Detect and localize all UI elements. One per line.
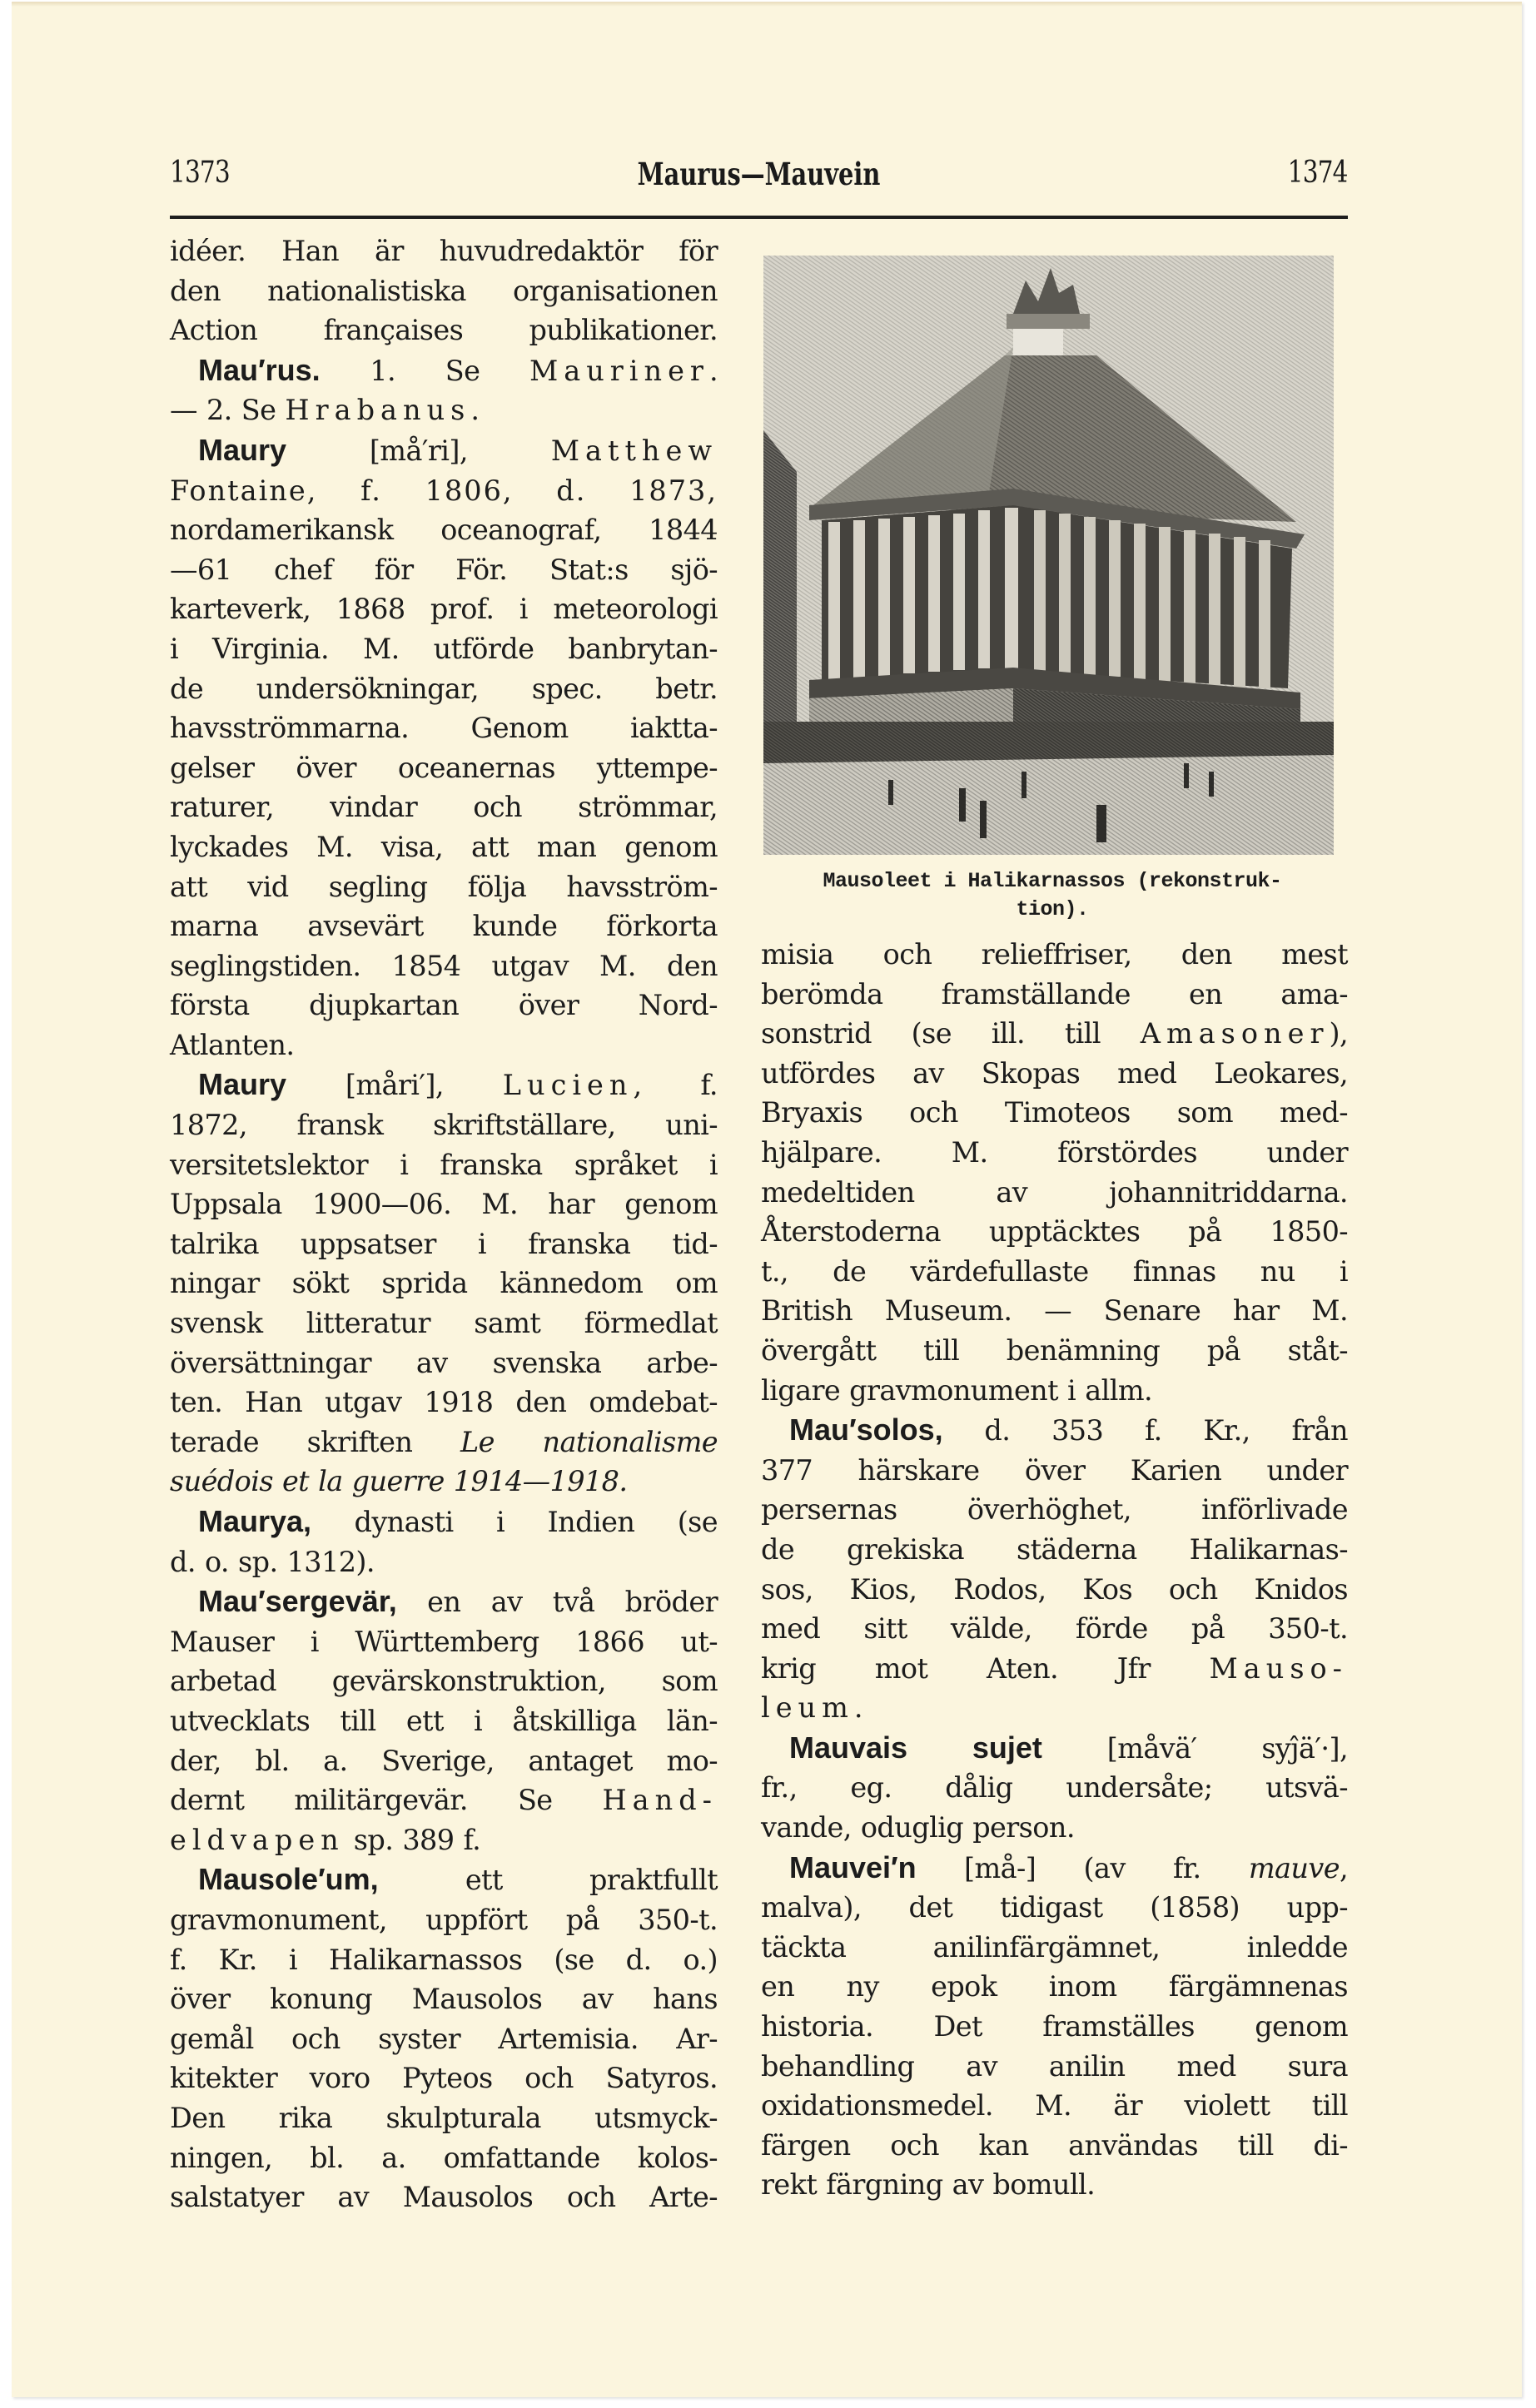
text-line: vande, oduglig person. [761,1811,1075,1844]
entry-headword: Mauvais sujet [789,1730,1042,1765]
text-line: övergått till benämning på ståt- [761,1333,1348,1367]
text-line: Fontaine, f. 1806, d. 1873, [170,474,718,507]
entry-headword: Mau′solos, [789,1413,943,1447]
text-line: raturer, vindar och strömmar, [170,791,718,824]
text-line: med sitt välde, förde på 350-t. [761,1612,1348,1646]
text-line: gemål och syster Artemisia. Ar- [170,2022,718,2055]
encyclopedia-page [12,2,1522,2397]
entry-mausergevar: Mau′sergevär, en av två bröder [198,1584,718,1619]
text-line: persernas överhöghet, införlivade [761,1493,1348,1527]
text-line: att vid segling följa havsström- [170,870,718,903]
text-line: talrika uppsatser i franska tid- [170,1227,718,1260]
text-line: gelser över oceanernas yttempe- [170,751,718,784]
entry-headword: Mau′sergevär, [198,1584,397,1619]
text-line: dernt militärgevär. Se Hand- [170,1784,718,1817]
cross-reference[interactable]: Amasoner [1140,1017,1330,1050]
text-line: berömda framställande en ama- [761,977,1348,1010]
text-line: versitetslektor i franska språket i [170,1148,718,1181]
text-line: Den rika skulpturala utsmyck- [170,2101,718,2134]
figure-caption: Mausoleet i Halikarnassos (rekonstruk- tion). [823,869,1282,921]
text-line: ningen, bl. a. omfattande kolos- [170,2141,718,2174]
text-line: över konung Mausolos av hans [170,1983,718,2016]
entry-maurus: Mau′rus. 1. Se Mauriner. [198,352,718,387]
cross-reference[interactable]: eldvapen [170,1823,345,1856]
text-line: British Museum. — Senare har M. [761,1294,1348,1328]
text-line: oxidationsmedel. M. är violett till [761,2089,1348,2123]
text-line: nordamerikansk oceanograf, 1844 [170,514,718,547]
text-line: Action françaises publikationer. [170,314,718,347]
text-line: medeltiden av johannitriddarna. [761,1175,1348,1209]
text-line: salstatyer av Mausolos och Arte- [170,2181,718,2214]
entry-headword: Maury [198,432,287,467]
cross-reference[interactable]: Hrabanus [285,394,471,427]
text-line: i Virginia. M. utförde banbrytan- [170,632,718,665]
text-line: t., de värdefullaste finnas nu i [761,1254,1348,1288]
text-line: en ny epok inom färgämnenas [761,1970,1348,2003]
page-header [170,156,1348,197]
text-line: sos, Kios, Rodos, Kos och Knidos [761,1572,1348,1606]
text-line: der, bl. a. Sverige, antaget mo- [170,1744,718,1777]
text-line: ten. Han utgav 1918 den omdebat- [170,1386,718,1419]
entry-maury-lucien: Maury [måri′], Lucien, f. [198,1067,718,1102]
text-line: krig mot Aten. Jfr Mauso- [761,1651,1348,1685]
mausoleum-icon [763,256,1334,855]
text-line: Atlanten. [170,1028,295,1061]
text-line: färgen och kan användas till di- [761,2128,1348,2162]
cross-reference[interactable]: Hand- [602,1784,718,1817]
text-line: 1872, fransk skriftställare, uni- [170,1109,718,1142]
text-line: den nationalistiska organisationen [170,274,718,307]
text-line: sonstrid (se ill. till Amasoner), [761,1017,1348,1050]
text-line: lyckades M. visa, att man genom [170,830,718,863]
text-line: marna avsevärt kunde förkorta [170,910,718,943]
text-line: arbetad gevärskonstruktion, som [170,1665,718,1698]
entry-headword: Mauvei′n [789,1849,917,1884]
text-line: hjälpare. M. förstördes under [761,1135,1348,1169]
text-line: seglingstiden. 1854 utgav M. den [170,949,718,982]
text-line: behandling av anilin med sura [761,2049,1348,2083]
cross-reference[interactable]: Mauso- [1209,1651,1348,1685]
text-line: —61 chef för För. Stat:s sjö- [170,553,718,586]
text-line: leum. [761,1691,862,1725]
text-line: eldvapen sp. 389 f. [170,1823,481,1856]
text-line: de grekiska städerna Halikarnas- [761,1532,1348,1566]
entry-maury-matthew: Maury [må′ri], Matthew [198,432,718,467]
entry-headword: Maury [198,1067,287,1102]
text-line: rekt färgning av bomull. [761,2168,1096,2202]
cross-reference[interactable]: Mauriner [529,354,709,387]
text-line: ningar sökt sprida kännedom om [170,1267,718,1300]
entry-maurya: Maurya, dynasti i Indien (se [198,1504,718,1538]
text-line: Bryaxis och Timoteos som med- [761,1096,1348,1130]
entry-headword: Mau′rus. [198,352,321,387]
text-line: Mauser i Württemberg 1866 ut- [170,1625,718,1658]
entry-headword: Mausole′um, [198,1862,379,1897]
text-line: idéer. Han är huvudredaktör för [170,235,718,267]
work-title: suédois et la guerre 1914—1918. [170,1465,628,1498]
entry-mausolos: Mau′solos, d. 353 f. Kr., från [789,1413,1348,1447]
entry-mauvais-sujet: Mauvais sujet [måvä′ syĵä′·], [789,1730,1348,1765]
entry-headword: Maurya, [198,1504,312,1538]
running-title: Maurus—Mauvein [637,156,881,192]
left-column [170,231,718,2217]
text-line: d. o. sp. 1312). [170,1545,375,1578]
entry-mausoleum: Mausole′um, ett praktfullt [198,1862,718,1897]
text-line: översättningar av svenska arbe- [170,1346,718,1379]
text-line: malva), det tidigast (1858) upp- [761,1891,1348,1924]
text-line: utfördes av Skopas med Leokares, [761,1056,1348,1090]
text-line: fr., eg. dålig undersåte; utsvä- [761,1771,1348,1805]
text-line: svensk litteratur samt förmedlat [170,1307,718,1340]
right-column [761,935,1348,2205]
text-line: Återstoderna upptäcktes på 1850- [761,1215,1348,1249]
cross-reference[interactable]: leum [761,1691,854,1725]
text-line: första djupkartan över Nord- [170,989,718,1022]
work-title: Le nationalisme [460,1425,718,1458]
text-line: ligare gravmonument i allm. [761,1373,1153,1407]
page-number-right: 1374 [1288,156,1348,190]
text-line: utvecklats till ett i åtskilliga län- [170,1704,718,1737]
text-line: gravmonument, uppfört på 350-t. [170,1903,718,1936]
text-line: Uppsala 1900—06. M. har genom [170,1188,718,1221]
entry-mauvein: Mauvei′n [må-] (av fr. mauve, [789,1849,1348,1884]
text-line: kitekter voro Pyteos och Satyros. [170,2062,718,2095]
text-line: havsströmmarna. Genom iaktta- [170,712,718,745]
text-line: f. Kr. i Halikarnassos (se d. o.) [170,1943,718,1976]
text-line: karteverk, 1868 prof. i meteorologi [170,593,718,626]
page-number-left: 1373 [170,156,230,190]
text-line: historia. Det framställes genom [761,2010,1348,2043]
text-line: täckta anilinfärgämnet, inledde [761,1930,1348,1964]
text-line: misia och relieffriser, den mest [761,938,1348,971]
header-rule [170,216,1348,219]
mausoleum-illustration [763,256,1334,855]
text-line: de undersökningar, spec. betr. [170,672,718,705]
text-line: terade skriften Le nationalisme [170,1425,718,1458]
text-line: — 2. Se Hrabanus. [170,394,480,427]
text-line: 377 härskare över Karien under [761,1453,1348,1487]
